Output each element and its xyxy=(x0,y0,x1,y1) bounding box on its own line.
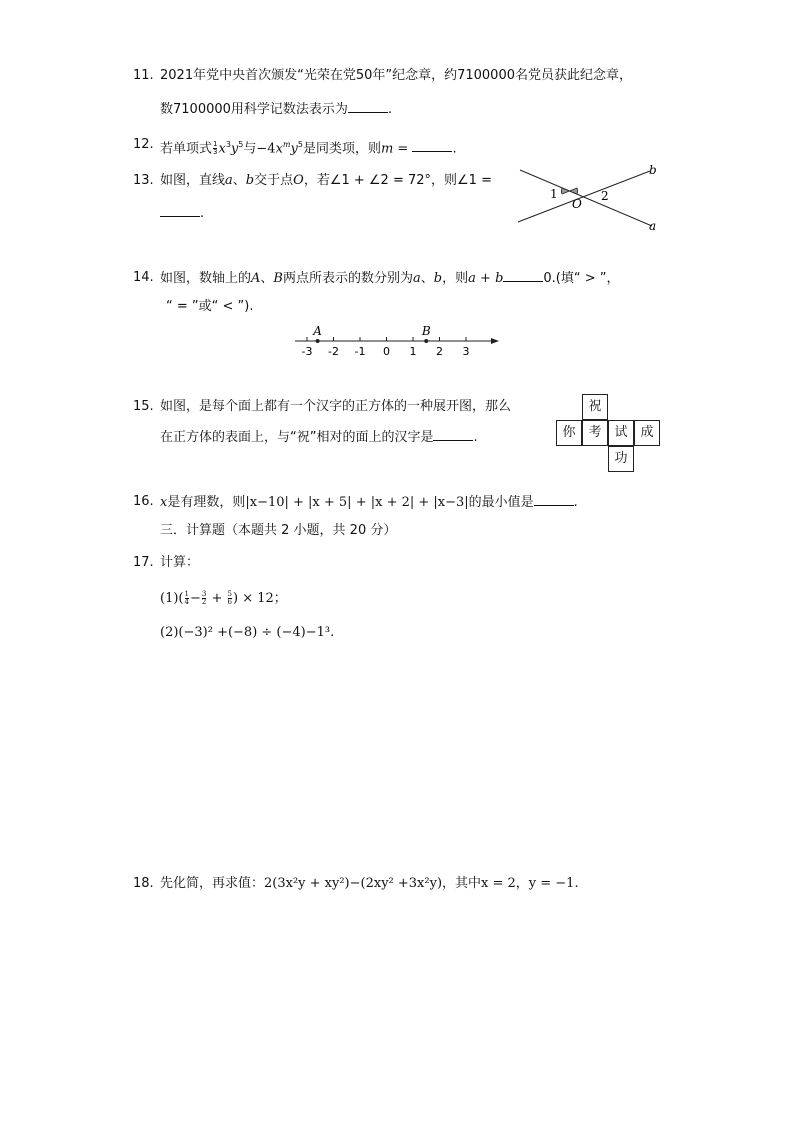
q18-mid: ，其中 xyxy=(442,876,482,891)
q17-p1-pre: (1)( xyxy=(160,591,184,606)
q17-op2: + xyxy=(211,591,223,606)
q15-cube-net-figure xyxy=(556,394,660,472)
q17-frac2 xyxy=(202,591,206,606)
q16-expr: |x−10| + |x + 5| + |x + 2| + |x−3| xyxy=(245,495,469,510)
angle-label-1: 1 xyxy=(550,187,558,201)
q11-line1: 2021年党中央首次颁发“光荣在党50年”纪念章，约7100000名党员获此纪念章， xyxy=(160,68,632,83)
q14-b: b xyxy=(433,271,443,286)
q17-p1-post: ) × 12； xyxy=(233,591,287,606)
q12-mono1-exp1: 3 xyxy=(225,140,231,149)
q17-part2: (2)(−3)² +(−8) ÷ (−4)−1³. xyxy=(160,625,335,640)
line-b-label: b xyxy=(649,163,657,177)
q14-expr-a: a xyxy=(468,271,476,286)
q12-mono2-y: y xyxy=(290,141,298,157)
q12-eq: = xyxy=(393,141,413,157)
q13-pre: 如图，直线 xyxy=(160,173,226,188)
q16-x: x xyxy=(160,495,168,510)
q14-tail: 0.(填“ > ”， xyxy=(543,271,620,286)
section-3-heading: 三．计算题（本题共 2 小题，共 20 分） xyxy=(160,523,397,538)
cube-face-top: 祝 xyxy=(582,394,608,420)
point-a-label: A xyxy=(313,324,322,338)
cube-face-row-4: 成 xyxy=(634,420,660,446)
q15-line2 xyxy=(160,428,478,447)
q13-answer-blank xyxy=(160,204,200,217)
number-line-tick-label: 0 xyxy=(383,345,390,358)
q17-frac3-num: 5 xyxy=(227,590,232,598)
angle-label-2: 2 xyxy=(601,189,609,203)
q12-answer-blank xyxy=(412,139,452,152)
q12-mono2-coef: −4 xyxy=(256,141,276,157)
q12-mono1-x: x xyxy=(218,141,226,157)
number-line-ticks xyxy=(302,337,470,358)
number-line-tick-label: 2 xyxy=(436,345,443,358)
number-line-arrow xyxy=(491,338,499,344)
q13-mid: 交于点 xyxy=(254,173,294,188)
number-line-tick-label: 1 xyxy=(409,345,417,358)
q15-line2-end: . xyxy=(473,430,478,445)
q11-line2-end: . xyxy=(387,102,393,117)
point-o-label: O xyxy=(572,197,582,211)
q12-number: 12. xyxy=(133,137,154,152)
q11-answer-blank xyxy=(348,100,388,113)
q14-answer-blank xyxy=(503,269,543,282)
q18-expr: 2(3x²y + xy²)−(2xy² +3x²y) xyxy=(264,876,443,891)
q16-line xyxy=(160,493,578,512)
q12-var-m: m xyxy=(380,141,394,157)
q15-line2-text: 在正方体的表面上，与“祝”相对的面上的汉字是 xyxy=(160,430,434,445)
q14-number: 14. xyxy=(133,270,154,285)
q12-mono2-exp1: m xyxy=(282,140,291,149)
q12-pre: 若单项式 xyxy=(160,141,213,157)
q13-a: a xyxy=(225,173,233,188)
q16-pre: 是有理数，则 xyxy=(167,495,246,510)
q14-A: A xyxy=(251,271,261,286)
q14-sep2: 、 xyxy=(420,271,434,286)
q14-line2: “ = ”或“ < ”). xyxy=(166,299,254,314)
q18-pre: 先化简，再求值： xyxy=(160,876,265,891)
q13-end: . xyxy=(200,206,205,221)
q14-pre: 如图，数轴上的 xyxy=(160,271,252,286)
point-b-dot xyxy=(424,339,428,343)
q18-number: 18. xyxy=(133,876,154,891)
q13-sep: 、 xyxy=(232,173,246,188)
number-line-tick-label: -3 xyxy=(301,345,313,358)
q15-number: 15. xyxy=(133,399,154,414)
q17-frac3-den: 6 xyxy=(227,598,232,606)
q18-cond: x = 2，y = −1. xyxy=(481,876,579,891)
q12-frac-num: 1 xyxy=(213,140,218,149)
q13-b: b xyxy=(245,173,255,188)
q13-intersecting-lines-figure xyxy=(510,160,665,232)
point-a-dot xyxy=(316,339,320,343)
q17-frac3 xyxy=(228,591,232,606)
q14-line1 xyxy=(160,269,620,288)
q11-line2 xyxy=(160,100,392,119)
q11-line2-text: 数7100000用科学记数法表示为 xyxy=(160,102,348,117)
q17-number: 17. xyxy=(133,555,154,570)
q14-a: a xyxy=(413,271,421,286)
q13-number: 13. xyxy=(133,173,154,188)
cube-face-row-3: 试 xyxy=(608,420,634,446)
q12-end: . xyxy=(452,141,457,157)
q12-mono1-y: y xyxy=(230,141,239,157)
q14-mid2: ，则 xyxy=(442,271,469,286)
q18-line xyxy=(160,875,579,893)
q11-number: 11. xyxy=(133,68,154,83)
cube-face-bottom: 功 xyxy=(608,446,634,472)
q16-number: 16. xyxy=(133,494,154,509)
cube-face-row-1: 你 xyxy=(556,420,582,446)
q17-title: 计算： xyxy=(160,555,200,570)
q12-post: 是同类项，则 xyxy=(302,141,381,157)
q12-mono2-x: x xyxy=(275,141,283,157)
q14-plus: + xyxy=(475,271,496,286)
q15-line1: 如图，是每个面上都有一个汉字的正方体的一种展开图，那么 xyxy=(160,399,512,414)
cube-face-row-2: 考 xyxy=(582,420,608,446)
q13-cond: ，若∠1 + ∠2 = 72°，则∠1 = xyxy=(303,173,492,188)
q12-line xyxy=(160,136,457,158)
q15-answer-blank xyxy=(433,428,473,441)
q12-mono1-exp2: 5 xyxy=(238,140,244,149)
number-line-tick-label: -2 xyxy=(328,345,339,358)
q12-frac-den: 3 xyxy=(213,148,218,157)
q13-line1 xyxy=(160,172,492,190)
q17-frac2-num: 3 xyxy=(201,590,207,598)
q14-B: B xyxy=(273,271,283,286)
q16-post: 的最小值是 xyxy=(468,495,534,510)
q14-sep: 、 xyxy=(260,271,274,286)
line-b xyxy=(518,171,650,222)
q16-end: . xyxy=(573,495,578,510)
q14-expr-b: b xyxy=(495,271,504,286)
number-line-tick-label: 3 xyxy=(462,345,470,358)
q17-frac1-den: 4 xyxy=(184,598,189,606)
q14-number-line-figure xyxy=(290,320,505,360)
q17-frac1 xyxy=(185,591,189,606)
q12-mid: 与 xyxy=(243,141,257,157)
q17-op1: − xyxy=(189,591,201,606)
q13-line2 xyxy=(160,204,204,223)
q13-o: O xyxy=(293,173,304,188)
line-a-label: a xyxy=(649,219,657,232)
q16-answer-blank xyxy=(534,493,574,506)
q17-frac1-num: 1 xyxy=(184,590,189,598)
q17-part1 xyxy=(160,590,287,608)
q12-mono2-exp2: 5 xyxy=(297,140,303,149)
q14-mid: 两点所表示的数分别为 xyxy=(282,271,413,286)
number-line-tick-label: -1 xyxy=(354,345,366,358)
q12-fraction xyxy=(213,141,217,156)
point-b-label: B xyxy=(421,324,431,338)
q17-frac2-den: 2 xyxy=(201,598,207,606)
